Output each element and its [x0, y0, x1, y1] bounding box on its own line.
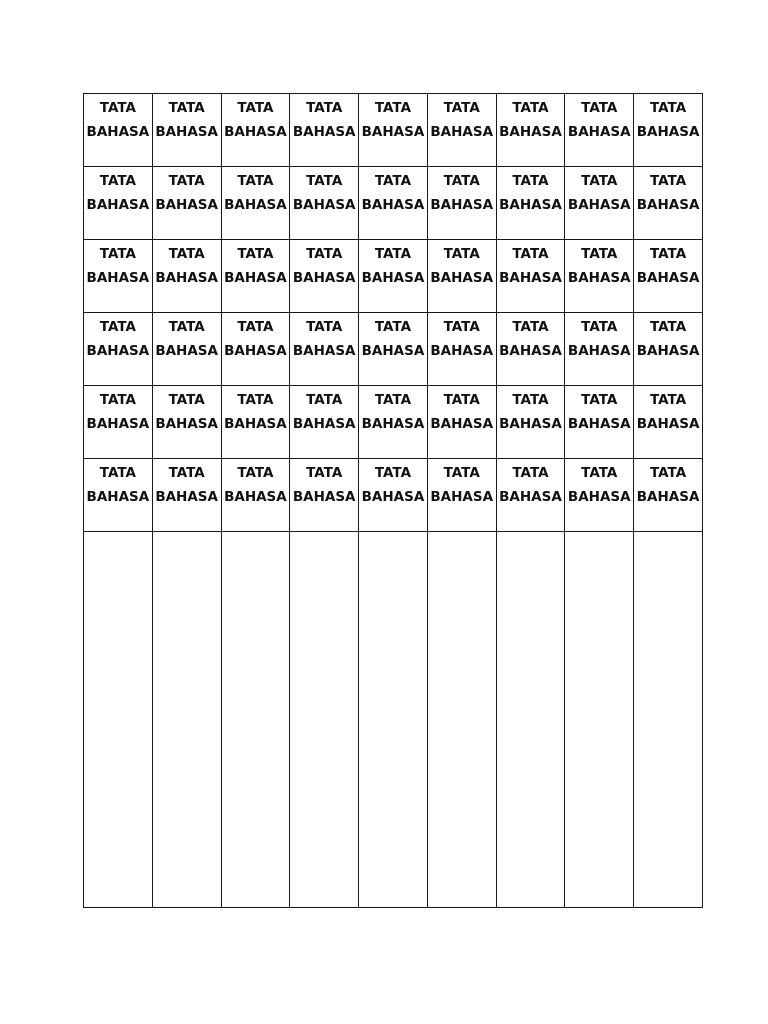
- label-row: [84, 94, 703, 167]
- label-cell: [152, 167, 221, 240]
- label-word-bahasa: BAHASA: [567, 489, 631, 505]
- label-cell: [152, 94, 221, 167]
- blank-cell: [221, 532, 290, 908]
- label-cell: [221, 386, 290, 459]
- label-cell: [221, 313, 290, 386]
- label-word-bahasa: BAHASA: [155, 270, 218, 286]
- label-word-bahasa: BAHASA: [636, 416, 700, 432]
- label-cell: [427, 94, 496, 167]
- label-word-tata: TATA: [649, 173, 687, 189]
- label-word-bahasa: BAHASA: [499, 197, 562, 213]
- label-word-bahasa: BAHASA: [86, 124, 150, 140]
- label-cell-text: [565, 386, 633, 433]
- label-cell-text: [359, 386, 427, 433]
- label-word-tata: TATA: [306, 392, 343, 408]
- label-word-bahasa: BAHASA: [86, 416, 150, 432]
- label-cell-text: [84, 386, 152, 433]
- label-cell: [427, 167, 496, 240]
- label-word-tata: TATA: [443, 465, 480, 481]
- label-cell: [427, 313, 496, 386]
- label-cell: [359, 240, 428, 313]
- label-cell-text: [634, 240, 702, 287]
- label-cell: [634, 386, 703, 459]
- label-cell-text: [497, 94, 565, 141]
- label-word-tata: TATA: [168, 100, 205, 116]
- label-row: [84, 167, 703, 240]
- blank-cell: [427, 532, 496, 908]
- label-word-tata: TATA: [649, 465, 687, 481]
- label-cell: [84, 386, 153, 459]
- label-cell-text: [84, 240, 152, 287]
- label-cell: [290, 167, 359, 240]
- label-word-bahasa: BAHASA: [430, 343, 494, 359]
- label-cell: [290, 94, 359, 167]
- label-cell: [359, 94, 428, 167]
- label-word-tata: TATA: [443, 246, 480, 262]
- label-cell-text: [84, 94, 152, 141]
- blank-cell: [565, 532, 634, 908]
- label-cell: [152, 240, 221, 313]
- label-cell-text: [565, 167, 633, 214]
- label-cell-text: [359, 459, 427, 506]
- label-cell: [152, 459, 221, 532]
- label-cell: [565, 94, 634, 167]
- label-word-tata: TATA: [99, 319, 136, 335]
- label-cell: [427, 386, 496, 459]
- label-cell-text: [497, 167, 565, 214]
- label-word-bahasa: BAHASA: [292, 124, 356, 140]
- label-word-bahasa: BAHASA: [292, 416, 356, 432]
- label-cell-text: [634, 167, 702, 214]
- label-cell: [221, 459, 290, 532]
- label-cell-text: [634, 459, 702, 506]
- label-word-tata: TATA: [512, 392, 549, 408]
- blank-cell: [290, 532, 359, 908]
- label-word-bahasa: BAHASA: [636, 489, 700, 505]
- label-word-bahasa: BAHASA: [499, 416, 562, 432]
- label-cell: [290, 313, 359, 386]
- blank-row: [84, 532, 703, 908]
- label-cell-text: [428, 94, 496, 141]
- label-word-tata: TATA: [237, 100, 274, 116]
- label-word-tata: TATA: [237, 319, 274, 335]
- label-word-tata: TATA: [581, 465, 618, 481]
- label-word-bahasa: BAHASA: [155, 489, 218, 505]
- label-word-tata: TATA: [581, 100, 618, 116]
- label-cell-text: [290, 167, 358, 214]
- label-cell: [359, 167, 428, 240]
- label-word-tata: TATA: [168, 319, 205, 335]
- label-word-bahasa: BAHASA: [430, 197, 494, 213]
- label-cell-text: [290, 94, 358, 141]
- label-word-tata: TATA: [168, 246, 205, 262]
- label-cell: [565, 386, 634, 459]
- label-cell-text: [565, 313, 633, 360]
- label-cell-text: [497, 313, 565, 360]
- label-cell-text: [565, 240, 633, 287]
- label-word-tata: TATA: [649, 100, 687, 116]
- label-word-bahasa: BAHASA: [567, 197, 631, 213]
- label-cell-text: [153, 240, 221, 287]
- label-word-bahasa: BAHASA: [430, 124, 494, 140]
- label-cell-text: [359, 167, 427, 214]
- label-word-bahasa: BAHASA: [86, 197, 150, 213]
- label-word-tata: TATA: [512, 173, 549, 189]
- label-word-tata: TATA: [168, 465, 205, 481]
- label-word-tata: TATA: [237, 173, 274, 189]
- blank-cell: [359, 532, 428, 908]
- label-word-tata: TATA: [649, 392, 687, 408]
- label-row: [84, 459, 703, 532]
- label-word-bahasa: BAHASA: [361, 197, 425, 213]
- label-word-tata: TATA: [237, 465, 274, 481]
- label-word-bahasa: BAHASA: [155, 343, 218, 359]
- label-cell: [84, 313, 153, 386]
- label-cell: [565, 240, 634, 313]
- label-word-bahasa: BAHASA: [567, 416, 631, 432]
- label-word-tata: TATA: [374, 319, 412, 335]
- label-word-bahasa: BAHASA: [499, 270, 562, 286]
- blank-cell: [634, 532, 703, 908]
- label-word-tata: TATA: [168, 392, 205, 408]
- label-word-bahasa: BAHASA: [292, 343, 356, 359]
- label-cell: [634, 313, 703, 386]
- label-word-bahasa: BAHASA: [292, 197, 356, 213]
- label-word-tata: TATA: [443, 100, 480, 116]
- label-word-bahasa: BAHASA: [224, 343, 287, 359]
- label-cell: [427, 240, 496, 313]
- label-cell-text: [153, 459, 221, 506]
- label-word-bahasa: BAHASA: [636, 270, 700, 286]
- label-word-tata: TATA: [581, 319, 618, 335]
- label-word-tata: TATA: [512, 465, 549, 481]
- label-word-tata: TATA: [374, 173, 412, 189]
- label-row: [84, 240, 703, 313]
- label-word-tata: TATA: [374, 392, 412, 408]
- label-cell: [634, 94, 703, 167]
- label-word-tata: TATA: [306, 319, 343, 335]
- label-cell: [496, 386, 565, 459]
- label-word-tata: TATA: [99, 246, 136, 262]
- label-cell-text: [565, 459, 633, 506]
- label-cell: [634, 459, 703, 532]
- label-cell-text: [497, 240, 565, 287]
- label-word-bahasa: BAHASA: [155, 124, 218, 140]
- label-cell-text: [428, 313, 496, 360]
- label-word-bahasa: BAHASA: [86, 343, 150, 359]
- label-cell-text: [497, 386, 565, 433]
- label-cell-text: [222, 459, 290, 506]
- label-cell-text: [222, 386, 290, 433]
- label-word-tata: TATA: [306, 246, 343, 262]
- label-cell: [496, 94, 565, 167]
- label-word-bahasa: BAHASA: [430, 270, 494, 286]
- label-cell-text: [634, 94, 702, 141]
- label-word-tata: TATA: [168, 173, 205, 189]
- label-cell-text: [428, 459, 496, 506]
- label-row: [84, 313, 703, 386]
- label-cell: [152, 386, 221, 459]
- label-word-bahasa: BAHASA: [567, 343, 631, 359]
- label-cell: [496, 459, 565, 532]
- label-word-bahasa: BAHASA: [636, 124, 700, 140]
- label-cell: [290, 240, 359, 313]
- label-word-tata: TATA: [99, 173, 136, 189]
- label-word-tata: TATA: [374, 100, 412, 116]
- label-cell: [84, 167, 153, 240]
- label-word-tata: TATA: [99, 465, 136, 481]
- label-word-bahasa: BAHASA: [292, 489, 356, 505]
- label-word-bahasa: BAHASA: [86, 489, 150, 505]
- label-word-bahasa: BAHASA: [86, 270, 150, 286]
- label-word-tata: TATA: [306, 173, 343, 189]
- label-cell: [496, 313, 565, 386]
- label-word-bahasa: BAHASA: [155, 416, 218, 432]
- label-cell-text: [290, 240, 358, 287]
- label-cell-text: [153, 313, 221, 360]
- label-word-tata: TATA: [443, 319, 480, 335]
- label-word-tata: TATA: [443, 173, 480, 189]
- label-word-tata: TATA: [237, 392, 274, 408]
- label-cell-text: [497, 459, 565, 506]
- label-cell-text: [153, 386, 221, 433]
- label-grid-body: [84, 94, 703, 908]
- label-cell: [152, 313, 221, 386]
- label-word-bahasa: BAHASA: [361, 343, 425, 359]
- label-cell: [221, 167, 290, 240]
- label-word-bahasa: BAHASA: [155, 197, 218, 213]
- label-cell-text: [359, 240, 427, 287]
- label-cell-text: [634, 386, 702, 433]
- label-word-bahasa: BAHASA: [224, 197, 287, 213]
- label-cell: [290, 459, 359, 532]
- label-word-tata: TATA: [649, 319, 687, 335]
- label-word-tata: TATA: [306, 465, 343, 481]
- label-cell-text: [290, 313, 358, 360]
- label-word-tata: TATA: [306, 100, 343, 116]
- label-cell-text: [634, 313, 702, 360]
- blank-cell: [496, 532, 565, 908]
- label-cell: [634, 167, 703, 240]
- label-cell-text: [428, 167, 496, 214]
- label-cell: [221, 240, 290, 313]
- label-cell-text: [565, 94, 633, 141]
- label-cell-text: [359, 94, 427, 141]
- blank-cell: [84, 532, 153, 908]
- label-word-bahasa: BAHASA: [361, 124, 425, 140]
- label-cell-text: [84, 313, 152, 360]
- label-word-tata: TATA: [374, 246, 412, 262]
- label-cell: [634, 240, 703, 313]
- label-grid: [83, 93, 703, 908]
- label-word-tata: TATA: [237, 246, 274, 262]
- label-word-bahasa: BAHASA: [224, 270, 287, 286]
- label-word-tata: TATA: [443, 392, 480, 408]
- label-cell-text: [84, 459, 152, 506]
- label-cell: [496, 167, 565, 240]
- label-word-bahasa: BAHASA: [361, 270, 425, 286]
- label-word-bahasa: BAHASA: [361, 489, 425, 505]
- label-cell-text: [222, 94, 290, 141]
- label-word-tata: TATA: [581, 392, 618, 408]
- label-row: [84, 386, 703, 459]
- label-word-tata: TATA: [512, 100, 549, 116]
- label-cell: [565, 313, 634, 386]
- label-word-bahasa: BAHASA: [636, 343, 700, 359]
- label-cell-text: [222, 167, 290, 214]
- label-cell: [565, 459, 634, 532]
- label-cell-text: [153, 167, 221, 214]
- label-word-bahasa: BAHASA: [430, 489, 494, 505]
- label-cell: [84, 240, 153, 313]
- label-word-bahasa: BAHASA: [224, 416, 287, 432]
- label-cell: [84, 94, 153, 167]
- label-cell: [427, 459, 496, 532]
- label-word-bahasa: BAHASA: [430, 416, 494, 432]
- label-word-bahasa: BAHASA: [567, 124, 631, 140]
- label-cell-text: [222, 240, 290, 287]
- label-word-bahasa: BAHASA: [224, 489, 287, 505]
- label-cell: [221, 94, 290, 167]
- label-word-tata: TATA: [581, 173, 618, 189]
- label-cell: [290, 386, 359, 459]
- label-cell: [359, 459, 428, 532]
- label-cell-text: [428, 386, 496, 433]
- label-word-tata: TATA: [649, 246, 687, 262]
- label-cell-text: [290, 459, 358, 506]
- label-word-bahasa: BAHASA: [499, 124, 562, 140]
- label-cell: [359, 313, 428, 386]
- label-cell: [84, 459, 153, 532]
- label-word-tata: TATA: [512, 319, 549, 335]
- label-word-tata: TATA: [99, 100, 136, 116]
- label-cell-text: [359, 313, 427, 360]
- label-word-tata: TATA: [512, 246, 549, 262]
- label-cell-text: [84, 167, 152, 214]
- label-word-bahasa: BAHASA: [224, 124, 287, 140]
- label-cell-text: [222, 313, 290, 360]
- label-cell-text: [428, 240, 496, 287]
- label-word-tata: TATA: [99, 392, 136, 408]
- label-word-bahasa: BAHASA: [499, 343, 562, 359]
- label-word-tata: TATA: [581, 246, 618, 262]
- blank-cell: [152, 532, 221, 908]
- label-cell: [359, 386, 428, 459]
- label-word-bahasa: BAHASA: [567, 270, 631, 286]
- label-cell: [496, 240, 565, 313]
- label-word-bahasa: BAHASA: [292, 270, 356, 286]
- label-cell-text: [153, 94, 221, 141]
- label-word-tata: TATA: [374, 465, 412, 481]
- label-word-bahasa: BAHASA: [636, 197, 700, 213]
- label-word-bahasa: BAHASA: [361, 416, 425, 432]
- label-cell: [565, 167, 634, 240]
- label-cell-text: [290, 386, 358, 433]
- label-word-bahasa: BAHASA: [499, 489, 562, 505]
